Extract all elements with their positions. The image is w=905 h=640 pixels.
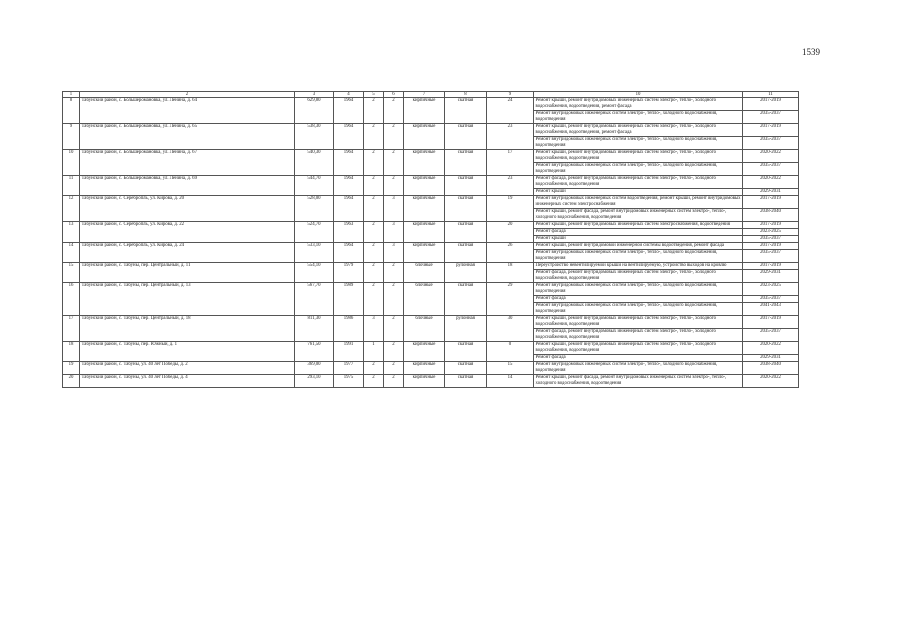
- cell-work-type: Ремонт внутридомовых инженерных систем электро-, тепло-, холодного водоснабжения, водоотведения: [534, 282, 743, 295]
- cell-address: Табунский район, с. Большеромановка, ул. Ленина, д. 67: [80, 150, 295, 176]
- cell-year: 1979: [334, 262, 364, 282]
- cell-area: 369,00: [295, 361, 334, 374]
- cell-year: 1964: [334, 196, 364, 222]
- cell-period: 2038-2040: [743, 209, 799, 222]
- column-number-cell: 11: [743, 92, 799, 98]
- cell-roof: скатная: [445, 282, 487, 315]
- cell-area: 761,50: [295, 341, 334, 361]
- cell-wear: 23: [487, 124, 534, 150]
- cell-wear: 17: [487, 150, 534, 176]
- cell-roof: скатная: [445, 221, 487, 242]
- cell-entrances: 2: [384, 315, 404, 341]
- cell-roof: скатная: [445, 361, 487, 374]
- cell-year: 1977: [334, 361, 364, 374]
- cell-wall: кирпичные: [404, 176, 445, 196]
- table-body: [63, 92, 799, 388]
- cell-n: 9: [63, 124, 80, 150]
- cell-floors: 2: [364, 242, 384, 262]
- table-row: [63, 361, 799, 374]
- cell-area: 533,10: [295, 242, 334, 262]
- cell-period: 2017-2019: [743, 124, 799, 137]
- cell-period: 2035-2037: [743, 111, 799, 124]
- cell-area: 293,10: [295, 374, 334, 387]
- cell-area: 567,70: [295, 282, 334, 315]
- table-row: [63, 124, 799, 137]
- cell-address: Табунский район, с. Большеромановка, ул. Ленина, д. 65: [80, 124, 295, 150]
- table-row: [63, 98, 799, 111]
- table-row: [63, 150, 799, 163]
- cell-wall: кирпичные: [404, 341, 445, 361]
- cell-period: 2029-2031: [743, 189, 799, 196]
- column-number-cell: 6: [384, 92, 404, 98]
- cell-period: 2017-2019: [743, 221, 799, 228]
- table-row: [63, 262, 799, 269]
- cell-year: 1964: [334, 124, 364, 150]
- cell-address: Табунский район, с. Большеромановка, ул. Ленина, д. 69: [80, 176, 295, 196]
- cell-work-type: Ремонт внутридомовых инженерных систем электро-, тепло-, холодного водоснабжения, водоотведения: [534, 163, 743, 176]
- cell-entrances: 3: [384, 221, 404, 242]
- cell-wall: блочные: [404, 315, 445, 341]
- cell-period: 2020-2022: [743, 374, 799, 387]
- column-number-cell: 5: [364, 92, 384, 98]
- cell-floors: 3: [364, 315, 384, 341]
- cell-wear: 26: [487, 242, 534, 262]
- cell-n: 18: [63, 341, 80, 361]
- cell-floors: 2: [364, 124, 384, 150]
- cell-wear: 18: [487, 262, 534, 282]
- cell-entrances: 2: [384, 341, 404, 361]
- cell-n: 11: [63, 176, 80, 196]
- cell-wall: кирпичные: [404, 242, 445, 262]
- cell-n: 8: [63, 98, 80, 124]
- cell-work-type: Ремонт внутридомовых инженерных систем электро-, тепло-, холодного водоснабжения, водоотведения: [534, 249, 743, 262]
- cell-wall: кирпичные: [404, 221, 445, 242]
- cell-period: 2017-2019: [743, 262, 799, 269]
- cell-wear: 30: [487, 315, 534, 341]
- cell-roof: рулонная: [445, 315, 487, 341]
- cell-work-type: Ремонт крыши, ремонт внутридомовых инженерных систем электро-, тепло-, холодного водоснабжения, водоотведения: [534, 341, 743, 354]
- cell-wear: 19: [487, 196, 534, 222]
- cell-wall: блочные: [404, 262, 445, 282]
- cell-area: 811,30: [295, 315, 334, 341]
- cell-year: 1975: [334, 374, 364, 387]
- cell-work-type: Ремонт внутридомовых инженерных систем электро-, тепло-, холодного водоснабжения, водоотведения: [534, 361, 743, 374]
- cell-entrances: 2: [384, 150, 404, 176]
- cell-period: 2023-2025: [743, 282, 799, 295]
- cell-floors: 2: [364, 150, 384, 176]
- cell-floors: 2: [364, 282, 384, 315]
- cell-address: Табунский район, с. Табуны, пер. Центральный, д. 11: [80, 262, 295, 282]
- cell-work-type: Ремонт крыши, ремонт внутридомовых инженерных систем электро-, тепло-, холодного водоснабжения, водоотведения: [534, 315, 743, 328]
- cell-wear: 14: [487, 374, 534, 387]
- cell-area: 544,70: [295, 176, 334, 196]
- cell-wall: кирпичные: [404, 374, 445, 387]
- cell-entrances: 3: [384, 242, 404, 262]
- cell-work-type: Ремонт крыши: [534, 235, 743, 242]
- cell-period: 2041-2043: [743, 302, 799, 315]
- cell-wear: 24: [487, 98, 534, 124]
- cell-work-type: Ремонт фасада: [534, 228, 743, 235]
- cell-work-type: Ремонт фасада, ремонт внутридомовых инженерных систем электро-, тепло-, холодного водоснабжения, водоотведения: [534, 176, 743, 189]
- cell-n: 14: [63, 242, 80, 262]
- cell-work-type: Переустройство невентилируемой крыши на вентилируемую, устройство выходов на кровлю: [534, 262, 743, 269]
- cell-area: 554,10: [295, 262, 334, 282]
- table-row: [63, 374, 799, 387]
- cell-entrances: 2: [384, 282, 404, 315]
- cell-roof: скатная: [445, 196, 487, 222]
- cell-entrances: 2: [384, 176, 404, 196]
- cell-floors: 2: [364, 262, 384, 282]
- cell-period: 2035-2037: [743, 163, 799, 176]
- cell-entrances: 2: [384, 262, 404, 282]
- cell-floors: 2: [364, 361, 384, 374]
- cell-work-type: Ремонт внутридомовых инженерных систем электро-, тепло-, холодного водоснабжения, водоотведения: [534, 302, 743, 315]
- cell-area: 538,30: [295, 124, 334, 150]
- cell-year: 1989: [334, 282, 364, 315]
- cell-n: 15: [63, 262, 80, 282]
- cell-work-type: Ремонт фасада, ремонт внутридомовых инженерных систем электро-, тепло-, холодного водоснабжения, водоотведения: [534, 269, 743, 282]
- cell-period: 2035-2037: [743, 137, 799, 150]
- cell-wall: кирпичные: [404, 150, 445, 176]
- cell-entrances: 2: [384, 124, 404, 150]
- cell-n: 17: [63, 315, 80, 341]
- cell-floors: 2: [364, 374, 384, 387]
- column-number-cell: 3: [295, 92, 334, 98]
- column-number-cell: 1: [63, 92, 80, 98]
- cell-wall: кирпичные: [404, 124, 445, 150]
- cell-work-type: Ремонт внутридомовых инженерных систем электро-, тепло-, холодного водоснабжения, водоотведения: [534, 111, 743, 124]
- cell-period: 2020-2022: [743, 150, 799, 163]
- cell-address: Табунский район, с. Большеромановка, ул. Ленина, д. 64: [80, 98, 295, 124]
- cell-roof: скатная: [445, 124, 487, 150]
- cell-address: Табунский район, с. Серебропль, ул. Кирова, д. 20: [80, 196, 295, 222]
- cell-period: 2017-2019: [743, 315, 799, 328]
- cell-period: 2029-2031: [743, 354, 799, 361]
- cell-work-type: Ремонт крыши, ремонт внутридомовой инженерной системы водоотведения, ремонт фасада: [534, 242, 743, 249]
- cell-floors: 1: [364, 341, 384, 361]
- cell-roof: скатная: [445, 242, 487, 262]
- cell-wall: кирпичные: [404, 98, 445, 124]
- cell-wear: 15: [487, 361, 534, 374]
- cell-floors: 2: [364, 176, 384, 196]
- cell-wall: кирпичные: [404, 361, 445, 374]
- cell-year: 1964: [334, 150, 364, 176]
- cell-period: 2017-2019: [743, 98, 799, 111]
- cell-wear: 29: [487, 282, 534, 315]
- cell-work-type: Ремонт крыши: [534, 189, 743, 196]
- cell-period: 2020-2022: [743, 341, 799, 354]
- cell-period: 2038-2040: [743, 361, 799, 374]
- cell-entrances: 2: [384, 98, 404, 124]
- cell-year: 1964: [334, 176, 364, 196]
- cell-area: 540,30: [295, 150, 334, 176]
- cell-year: 1964: [334, 242, 364, 262]
- cell-work-type: Ремонт фасада, ремонт внутридомовых инженерных систем электро-, тепло-, холодного водоснабжения, водоотведения: [534, 328, 743, 341]
- column-number-cell: 9: [487, 92, 534, 98]
- table-row: [63, 282, 799, 295]
- table-row: [63, 315, 799, 328]
- cell-area: 524,70: [295, 221, 334, 242]
- cell-work-type: Ремонт внутридомовых инженерных систем водоотведения, ремонт крыши, ремонт внутридомовых инженерных систем электроснабжения: [534, 196, 743, 209]
- cell-entrances: 2: [384, 361, 404, 374]
- table-row: [63, 242, 799, 249]
- cell-period: 2035-2037: [743, 295, 799, 302]
- cell-address: Табунский район, с. Табуны, пер. Центральный, д. 18: [80, 315, 295, 341]
- cell-roof: рулонная: [445, 262, 487, 282]
- cell-address: Табунский район, с. Табуны, ул. 40 лет Победы, д. 2: [80, 361, 295, 374]
- cell-roof: скатная: [445, 374, 487, 387]
- column-number-cell: 8: [445, 92, 487, 98]
- column-number-cell: 10: [534, 92, 743, 98]
- cell-address: Табунский район, с. Серебропль, ул. Кирова, д. 24: [80, 242, 295, 262]
- cell-n: 12: [63, 196, 80, 222]
- cell-wear: 20: [487, 221, 534, 242]
- cell-floors: 2: [364, 221, 384, 242]
- cell-roof: скатная: [445, 98, 487, 124]
- cell-period: 2029-2031: [743, 269, 799, 282]
- cell-n: 20: [63, 374, 80, 387]
- cell-address: Табунский район, с. Серебропль, ул. Кирова, д. 22: [80, 221, 295, 242]
- cell-n: 16: [63, 282, 80, 315]
- cell-wall: блочные: [404, 282, 445, 315]
- column-number-cell: 4: [334, 92, 364, 98]
- cell-period: 2035-2037: [743, 235, 799, 242]
- cell-n: 19: [63, 361, 80, 374]
- cell-work-type: Ремонт крыши, ремонт внутридомовых инженерных систем электро-, тепло-, холодного водоснабжения, водоотведения, ремонт фасада: [534, 124, 743, 137]
- cell-floors: 2: [364, 196, 384, 222]
- table-row: [63, 341, 799, 354]
- cell-wall: кирпичные: [404, 196, 445, 222]
- cell-address: Табунский район, с. Табуны, пер. Южный, д. 1: [80, 341, 295, 361]
- cell-year: 1964: [334, 98, 364, 124]
- table-row: [63, 176, 799, 189]
- cell-wear: 23: [487, 176, 534, 196]
- cell-work-type: Ремонт фасада: [534, 295, 743, 302]
- cell-period: 2017-2019: [743, 196, 799, 209]
- cell-period: 2035-2037: [743, 249, 799, 262]
- cell-work-type: Ремонт крыши, ремонт фасада, ремонт внутридомовых инженерных систем электро-, тепло-, холодного водоснабжения, водоотведения: [534, 374, 743, 387]
- column-number-cell: 7: [404, 92, 445, 98]
- cell-area: 629,80: [295, 98, 334, 124]
- cell-work-type: Ремонт крыши, ремонт внутридомовых инженерных систем электро-, тепло-, холодного водоснабжения, водоотведения, ремонт фасада: [534, 98, 743, 111]
- capital-repair-table: [62, 91, 799, 388]
- cell-entrances: 2: [384, 374, 404, 387]
- table-row: [63, 196, 799, 209]
- cell-n: 13: [63, 221, 80, 242]
- cell-roof: скатная: [445, 176, 487, 196]
- cell-area: 528,00: [295, 196, 334, 222]
- cell-entrances: 3: [384, 196, 404, 222]
- cell-n: 10: [63, 150, 80, 176]
- cell-roof: скатная: [445, 341, 487, 361]
- cell-period: 2020-2022: [743, 176, 799, 189]
- cell-address: Табунский район, с. Табуны, ул. 40 лет Победы, д. 4: [80, 374, 295, 387]
- cell-year: 1963: [334, 221, 364, 242]
- cell-period: 2035-2037: [743, 328, 799, 341]
- cell-period: 2023-2025: [743, 228, 799, 235]
- column-number-cell: 2: [80, 92, 295, 98]
- cell-year: 1991: [334, 341, 364, 361]
- cell-wear: 0: [487, 341, 534, 361]
- cell-year: 1986: [334, 315, 364, 341]
- page-number: 1539: [802, 47, 820, 57]
- cell-work-type: Ремонт крыши, ремонт фасада, ремонт внутридомовых инженерных систем электро-, тепло-, холодного водоснабжения, водоотведения: [534, 209, 743, 222]
- cell-work-type: Ремонт крыши, ремонт внутридомовых инженерных систем электроснабжения, водоотведения: [534, 221, 743, 228]
- cell-roof: скатная: [445, 150, 487, 176]
- cell-work-type: Ремонт внутридомовых инженерных систем электро-, тепло-, холодного водоснабжения, водоотведения: [534, 137, 743, 150]
- cell-work-type: Ремонт фасада: [534, 354, 743, 361]
- cell-work-type: Ремонт крыши, ремонт внутридомовых инженерных систем электро-, тепло-, холодного водоснабжения, водоотведения: [534, 150, 743, 163]
- cell-period: 2017-2019: [743, 242, 799, 249]
- table-row: [63, 221, 799, 228]
- cell-address: Табунский район, с. Табуны, пер. Центральный, д. 13: [80, 282, 295, 315]
- cell-floors: 2: [364, 98, 384, 124]
